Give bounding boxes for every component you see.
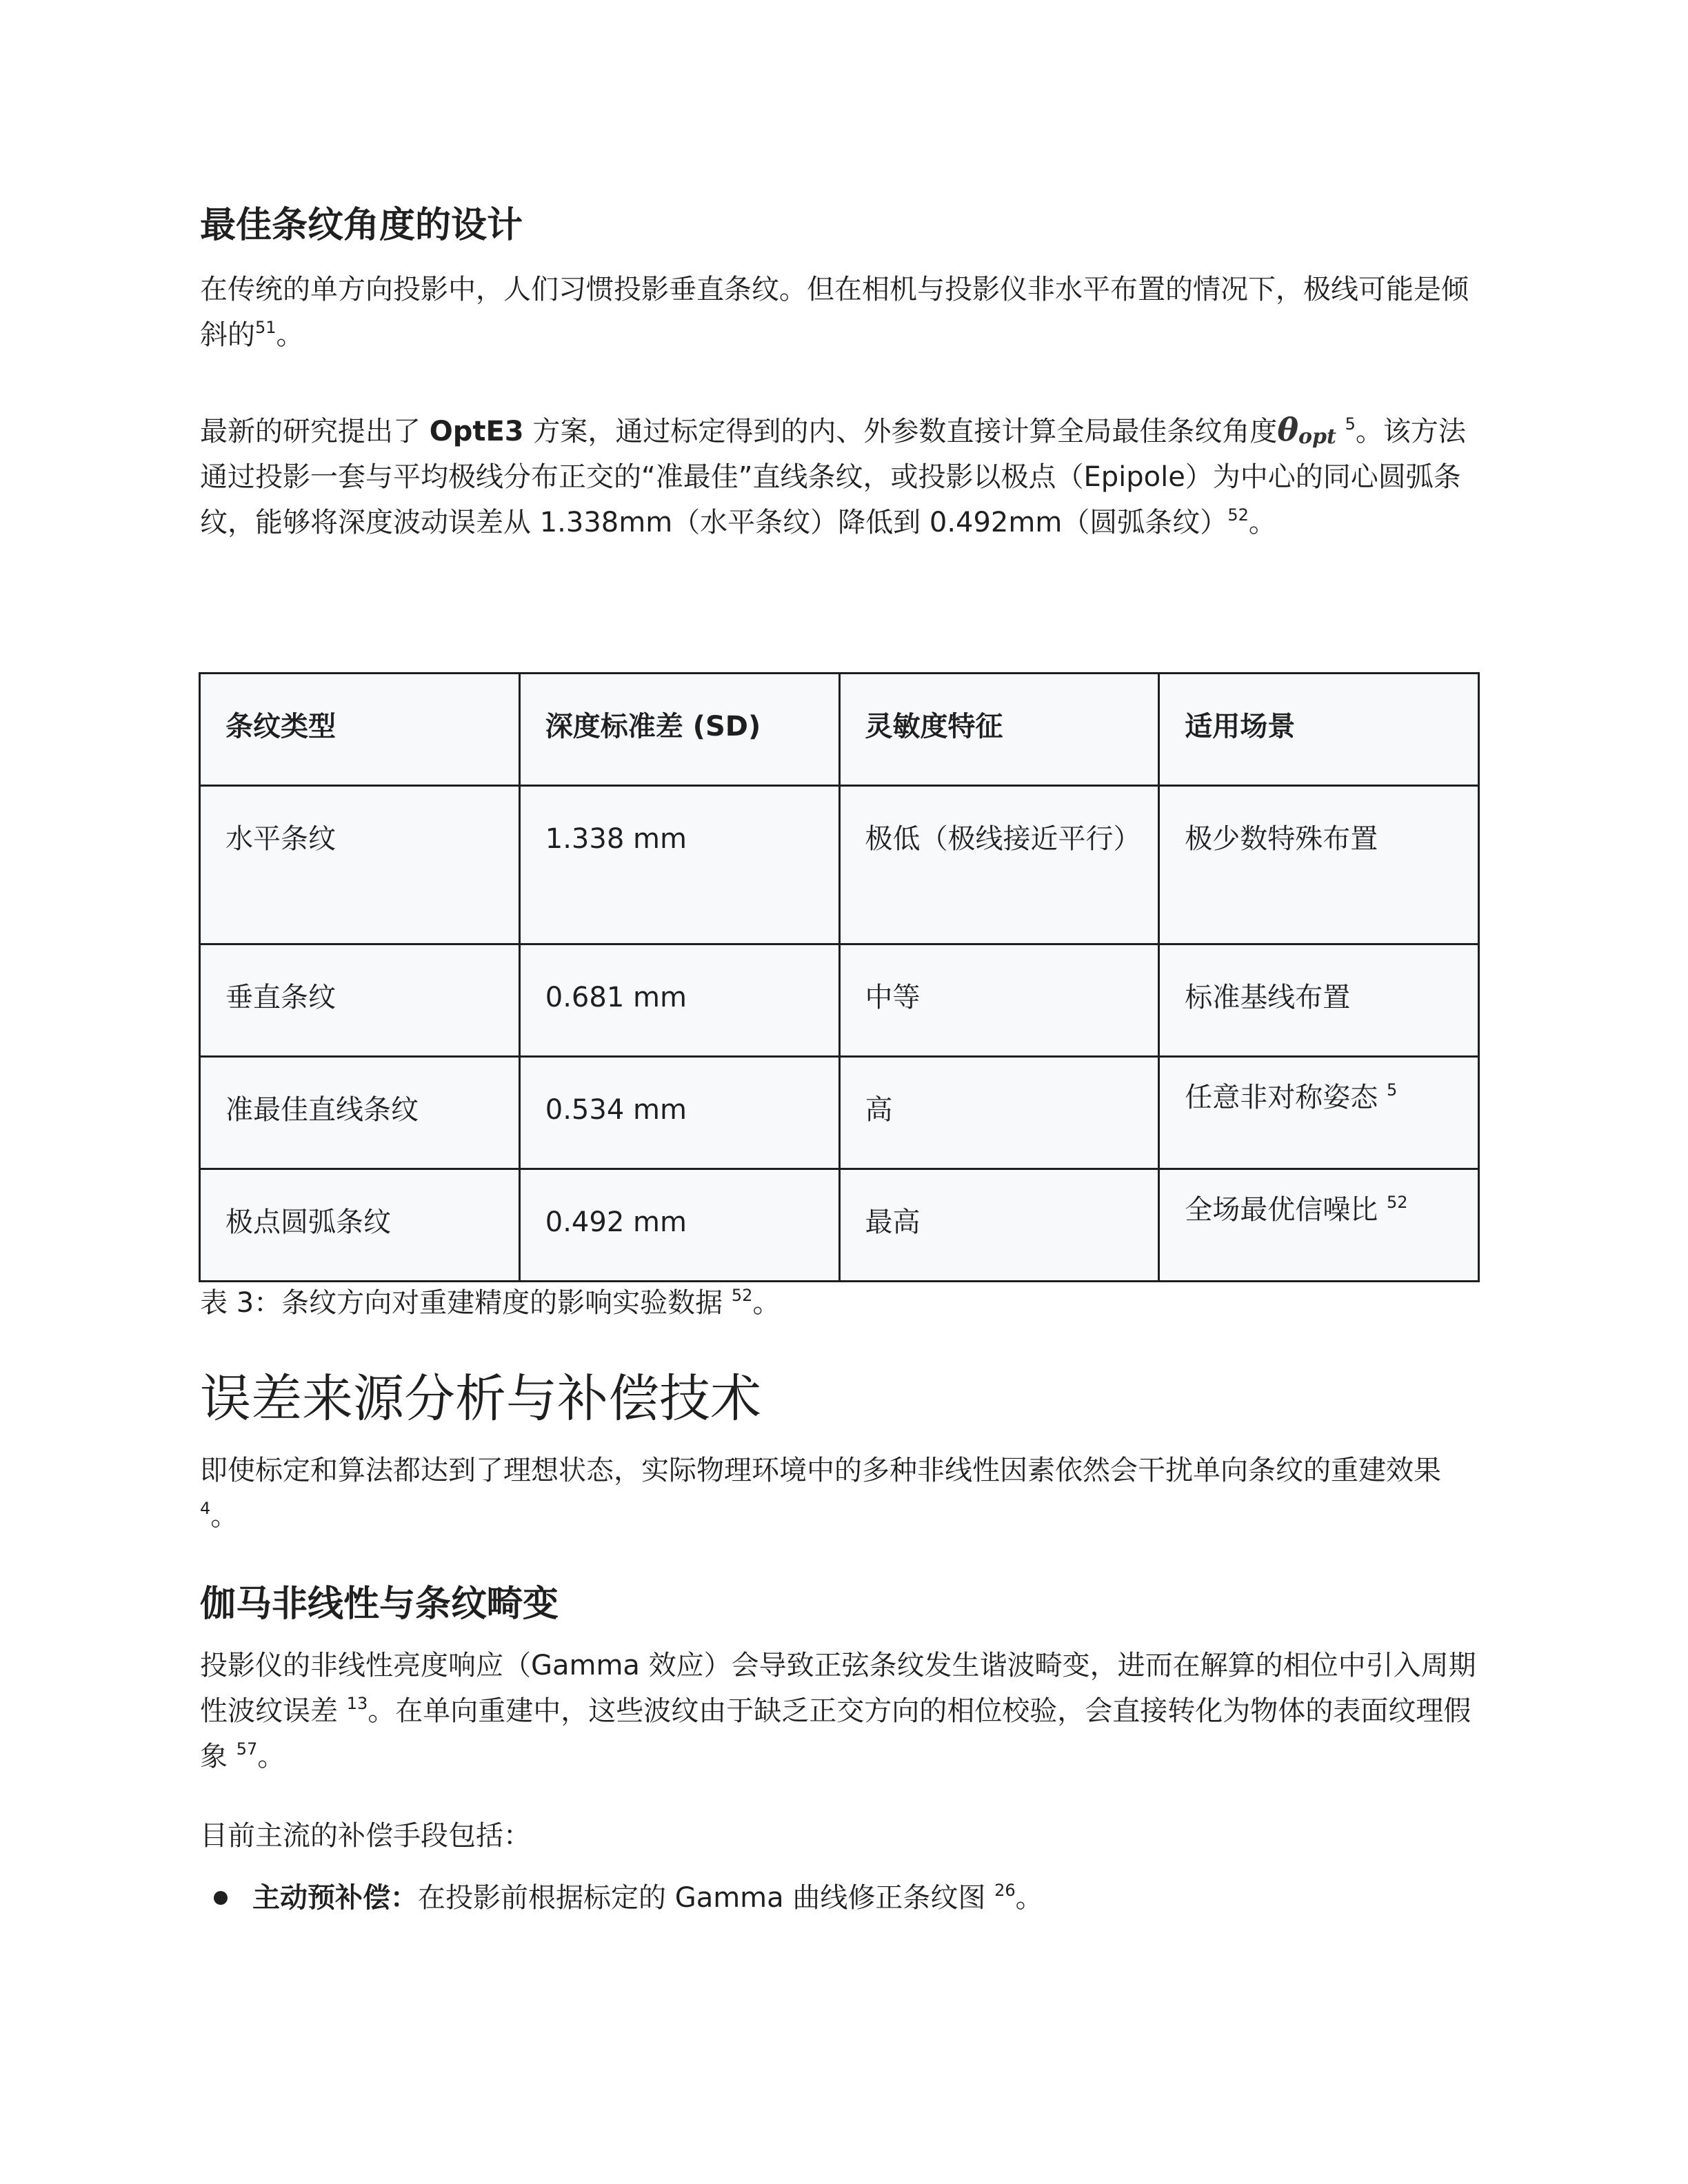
table-cell: 极点圆弧条纹	[200, 1169, 520, 1282]
bullet-label: 主动预补偿：	[252, 1882, 418, 1914]
citation-ref[interactable]: 52	[1227, 505, 1249, 525]
citation-ref[interactable]: 26	[994, 1881, 1016, 1900]
paragraph-gamma-effect	[200, 1643, 1483, 1779]
table-cell: 极少数特殊布置	[1159, 786, 1479, 944]
table-cell: 中等	[839, 944, 1159, 1057]
paragraph-text: 方案，通过标定得到的内、外参数直接计算全局最佳条纹角度	[523, 416, 1278, 447]
table-cell: 准最佳直线条纹	[200, 1057, 520, 1169]
theta-glyph: θ	[1277, 411, 1299, 448]
table-cell: 1.338 mm	[519, 786, 839, 944]
table-row	[200, 786, 1479, 944]
section-heading-gamma: 伽马非线性与条纹畸变	[200, 1584, 559, 1625]
table-caption	[200, 1282, 780, 1324]
fringe-comparison-table	[199, 672, 1480, 1282]
table-row	[200, 1057, 1479, 1169]
table-cell: 0.492 mm	[519, 1169, 839, 1282]
table-cell	[1159, 1169, 1479, 1282]
opte3-term: OptE3	[429, 416, 524, 447]
citation-ref[interactable]: 5	[1386, 1080, 1398, 1100]
table-cell: 垂直条纹	[200, 944, 520, 1057]
paragraph-tail: 。	[257, 1741, 285, 1772]
citation-ref[interactable]: 5	[1345, 414, 1356, 434]
caption-text: 表 3：条纹方向对重建精度的影响实验数据	[200, 1287, 723, 1319]
section-heading-optimal-angle: 最佳条纹角度的设计	[200, 205, 523, 246]
citation-ref[interactable]: 51	[255, 318, 277, 337]
paragraph-text: 最新的研究提出了	[200, 416, 430, 447]
table-header-row	[200, 674, 1479, 786]
paragraph-text: 投影仪的非线性亮度响应（Gamma 效应）会导致正弦条纹发生谐波畸变，进而在解算的相位中引入周期性波纹误差	[200, 1650, 1476, 1727]
theta-opt-symbol	[1277, 411, 1336, 448]
bullet-text: 在投影前根据标定的 Gamma 曲线修正条纹图	[418, 1882, 986, 1914]
table-header-cell: 条纹类型	[200, 674, 520, 786]
citation-ref[interactable]: 57	[236, 1739, 258, 1759]
table-cell	[1159, 1057, 1479, 1169]
table-header-cell: 适用场景	[1159, 674, 1479, 786]
paragraph-tail: 。	[210, 1500, 239, 1532]
paragraph-opte3	[200, 407, 1483, 545]
table-header-cell: 深度标准差 (SD)	[519, 674, 839, 786]
bullet-icon	[214, 1891, 228, 1905]
list-item	[200, 1875, 1043, 1921]
table-cell: 0.681 mm	[519, 944, 839, 1057]
theta-subscript: opt	[1298, 425, 1336, 449]
table-cell: 最高	[839, 1169, 1159, 1282]
table-header-cell: 灵敏度特征	[839, 674, 1159, 786]
cell-text: 全场最优信噪比	[1185, 1194, 1378, 1226]
table-cell: 高	[839, 1057, 1159, 1169]
citation-ref[interactable]: 13	[346, 1694, 368, 1713]
paragraph-nonlinear-factors	[200, 1448, 1483, 1539]
table-cell: 极低（极线接近平行）	[839, 786, 1159, 944]
bullet-tail: 。	[1015, 1882, 1043, 1914]
citation-ref[interactable]: 4	[200, 1499, 211, 1518]
paragraph-text: 即使标定和算法都达到了理想状态，实际物理环境中的多种非线性因素依然会干扰单向条纹的重建效果	[200, 1455, 1441, 1486]
section-heading-error-sources: 误差来源分析与补偿技术	[200, 1369, 761, 1428]
citation-ref[interactable]: 52	[1386, 1193, 1408, 1212]
table-cell: 0.534 mm	[519, 1057, 839, 1169]
table-row	[200, 944, 1479, 1057]
paragraph-text: 在传统的单方向投影中，人们习惯投影垂直条纹。但在相机与投影仪非水平布置的情况下，极线可能是倾斜的	[200, 274, 1469, 351]
table-cell: 水平条纹	[200, 786, 520, 944]
caption-tail: 。	[752, 1287, 781, 1319]
paragraph-text: 。该方法通过投影一套与平均极线分布正交的“准最佳”直线条纹，或投影以极点（Epipole）为中心的同心圆弧条纹，能够将深度波动误差从 1.338mm（水平条纹）降低到 0.492mm（圆弧条纹）	[200, 416, 1466, 538]
paragraph-tail: 。	[276, 319, 304, 351]
table-cell: 标准基线布置	[1159, 944, 1479, 1057]
table-row	[200, 1169, 1479, 1282]
cell-text: 任意非对称姿态	[1185, 1082, 1378, 1113]
paragraph-compensation-intro: 目前主流的补偿手段包括：	[200, 1820, 531, 1852]
paragraph-text: 。在单向重建中，这些波纹由于缺乏正交方向的相位校验，会直接转化为物体的表面纹理假象	[200, 1695, 1471, 1772]
citation-ref[interactable]: 52	[731, 1286, 753, 1305]
paragraph-traditional-projection	[200, 267, 1483, 358]
paragraph-tail: 。	[1248, 507, 1276, 538]
